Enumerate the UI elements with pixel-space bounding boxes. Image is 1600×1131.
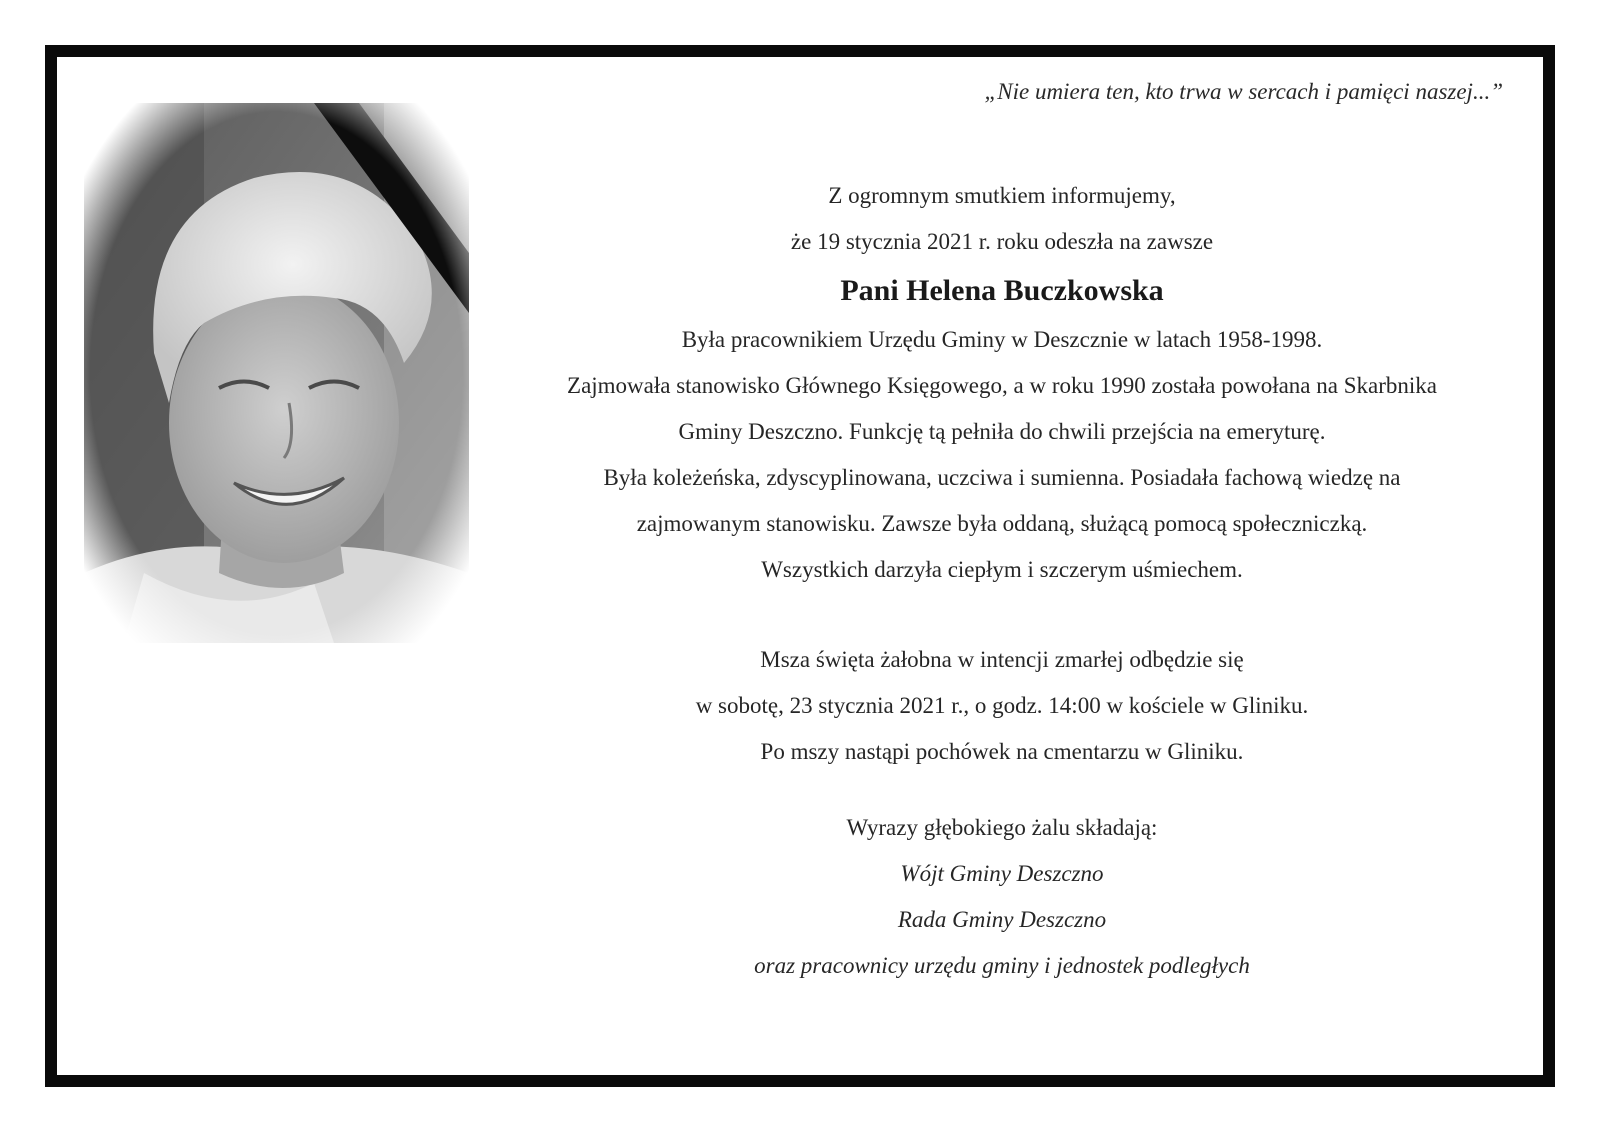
biography-line: Gminy Deszczno. Funkcję tą pełniła do chwili przejścia na emeryturę. (678, 419, 1326, 444)
biography-line: Była pracownikiem Urzędu Gminy w Deszcznie w latach 1958-1998. (681, 327, 1323, 352)
obituary-text (497, 173, 1507, 989)
funeral-line: Po mszy nastąpi pochówek na cmentarzu w Gliniku. (760, 739, 1244, 764)
signatory: Rada Gminy Deszczno (897, 907, 1107, 932)
portrait-photo (84, 103, 469, 643)
funeral-line: Msza święta żałobna w intencji zmarłej odbędzie się (760, 647, 1244, 672)
biography-line: zajmowanym stanowisku. Zawsze była oddaną, służącą pomocą społeczniczką. (636, 511, 1368, 536)
deceased-name: Pani Helena Buczkowska (840, 274, 1164, 307)
funeral-line: w sobotę, 23 stycznia 2021 r., o godz. 14:00 w kościele w Gliniku. (695, 693, 1309, 718)
signatory: Wójt Gminy Deszczno (900, 861, 1104, 886)
section-spacer (497, 593, 1507, 637)
signatory: oraz pracownicy urzędu gminy i jednostek podległych (754, 953, 1250, 978)
biography-line: Wszystkich darzyła ciepłym i szczerym uśmiechem. (761, 557, 1243, 582)
biography-line: Zajmowała stanowisko Głównego Księgowego, a w roku 1990 została powołana na Skarbnika (567, 373, 1437, 398)
motto-quote: „Nie umiera ten, kto trwa w sercach i pamięci naszej...” (984, 79, 1503, 104)
condolences-heading: Wyrazy głębokiego żalu składają: (846, 815, 1158, 840)
section-spacer (497, 775, 1507, 805)
biography-line: Była koleżeńska, zdyscyplinowana, uczciwa i sumienna. Posiadała fachową wiedzę na (603, 465, 1401, 490)
announcement-line-2: że 19 stycznia 2021 r. roku odeszła na zawsze (790, 229, 1214, 254)
obituary-frame (45, 45, 1555, 1087)
announcement-line-1: Z ogromnym smutkiem informujemy, (828, 183, 1176, 208)
portrait-image (84, 103, 469, 643)
